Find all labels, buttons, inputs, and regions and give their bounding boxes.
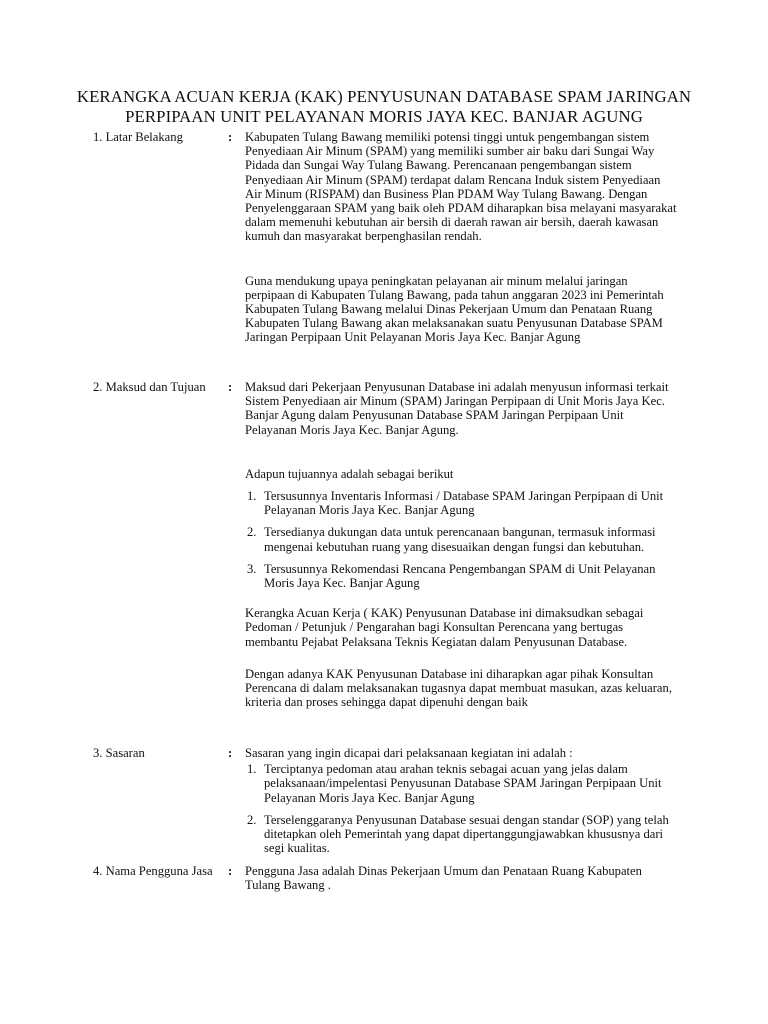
list-item-number: 3. bbox=[247, 561, 257, 576]
paragraph: Kabupaten Tulang Bawang memiliki potensi tinggi untuk pengembangan sistem Penyediaan Air Minum (SPAM) yang memiliki sumber air baku dari Sungai Way Pidada dan Sungai Way Tulang Bawang. Perencanaan pengembangan sistem Penyediaan Air Minum (SPAM) terdapat dalam Rencana Induk sistem Penyediaan Air Minum (RISPAM) dan Business Plan PDAM Way Tulang Bawang. Dengan Penyelenggaraan SPAM yang baik oleh PDAM diharapkan bisa melayani masyarakat dalam memenuhi kebutuhan air bersih di daerah rawan air bersih, daerah kawasan kumuh dan masyarakat berpenghasilan rendah. bbox=[245, 130, 677, 244]
tujuan-list bbox=[245, 489, 677, 590]
paragraph: Guna mendukung upaya peningkatan pelayanan air minum melalui jaringan perpipaan di Kabupaten Tulang Bawang, pada tahun anggaran 2023 ini Pemerintah Kabupaten Tulang Bawang melalui Dinas Pekerjaan Umum dan Penataan Ruang Kabupaten Tulang Bawang akan melaksanakan suatu Penyusunan Database SPAM Jaringan Perpipaan Unit Pelayanan Moris Jaya Kec. Banjar Agung bbox=[245, 273, 664, 345]
section-label: 2. Maksud dan Tujuan bbox=[93, 380, 206, 394]
list-item-number: 1. bbox=[247, 762, 257, 777]
section-colon: : bbox=[228, 380, 233, 394]
list-item-number: 2. bbox=[247, 525, 257, 540]
list-item-text: Terciptanya pedoman atau arahan teknis sebagai acuan yang jelas dalam pelaksanaan/impelentasi Penyusunan Database SPAM Jaringan Perpipaan Unit Pelayanan Moris Jaya Kec. Banjar Agung bbox=[264, 762, 662, 805]
list-item bbox=[245, 813, 677, 856]
section-colon: : bbox=[228, 130, 233, 144]
paragraph: Dengan adanya KAK Penyusunan Database ini diharapkan agar pihak Konsultan Perencana di dalam melaksanakan tugasnya dapat membuat masukan, azas keluaran, kriteria dan proses sehingga dapat dipenuhi dengan baik bbox=[245, 666, 672, 710]
paragraph: Adapun tujuannya adalah sebagai berikut bbox=[245, 466, 454, 481]
section-colon: : bbox=[228, 864, 233, 878]
list-item-text: Tersusunnya Inventaris Informasi / Database SPAM Jaringan Perpipaan di Unit Pelayanan Moris Jaya Kec. Banjar Agung bbox=[264, 489, 664, 518]
section-content bbox=[245, 746, 677, 863]
section-label: 3. Sasaran bbox=[93, 746, 145, 760]
list-item-number: 2. bbox=[247, 812, 257, 827]
section-content bbox=[245, 864, 677, 892]
paragraph: Maksud dari Pekerjaan Penyusunan Database ini adalah menyusun informasi terkait Sistem Penyediaan air Minum (SPAM) Jaringan Perpipaan di Unit Moris Jaya Kec. Banjar Agung dalam Penyusunan Database SPAM Jaringan Perpipaan Unit Pelayanan Moris Jaya Kec. Banjar Agung. bbox=[245, 380, 669, 437]
list-item-text: Tersedianya dukungan data untuk perencanaan bangunan, termasuk informasi mengenai kebutuhan ruang yang disesuaikan dengan fungsi dan kebutuhan. bbox=[264, 525, 656, 554]
list-item-number: 1. bbox=[247, 489, 257, 504]
section-label: 4. Nama Pengguna Jasa bbox=[93, 864, 213, 878]
list-item bbox=[245, 562, 677, 590]
paragraph: Kerangka Acuan Kerja ( KAK) Penyusunan Database ini dimaksudkan sebagai Pedoman / Petunjuk / Pengarahan bagi Konsultan Perencana yang bertugas membantu Pejabat Pelaksana Teknis Kegiatan dalam Penyusunan Database. bbox=[245, 606, 644, 649]
section-colon: : bbox=[228, 746, 233, 760]
list-item-text: Tersusunnya Rekomendasi Rencana Pengembangan SPAM di Unit Pelayanan Moris Jaya Kec. Banjar Agung bbox=[264, 561, 656, 591]
paragraph: Sasaran yang ingin dicapai dari pelaksanaan kegiatan ini adalah : bbox=[245, 746, 573, 760]
section-content bbox=[245, 130, 677, 345]
section-label: 1. Latar Belakang bbox=[93, 130, 183, 144]
title-line-1: KERANGKA ACUAN KERJA (KAK) PENYUSUNAN DATABASE SPAM JARINGAN bbox=[76, 87, 692, 106]
list-item-text: Terselenggaranya Penyusunan Database sesuai dengan standar (SOP) yang telah ditetapkan oleh Pemerintah yang dapat dipertanggungjawabkan khususnya dari segi kualitas. bbox=[264, 812, 669, 856]
title-line-2: PERPIPAAN UNIT PELAYANAN MORIS JAYA KEC. BANJAR AGUNG bbox=[125, 107, 643, 126]
list-item bbox=[245, 489, 677, 517]
sasaran-list bbox=[245, 762, 677, 855]
paragraph: Pengguna Jasa adalah Dinas Pekerjaan Umum dan Penataan Ruang Kabupaten Tulang Bawang . bbox=[245, 864, 642, 893]
list-item bbox=[245, 762, 677, 805]
list-item bbox=[245, 525, 677, 553]
document-title bbox=[60, 87, 708, 127]
section-content bbox=[245, 380, 677, 709]
